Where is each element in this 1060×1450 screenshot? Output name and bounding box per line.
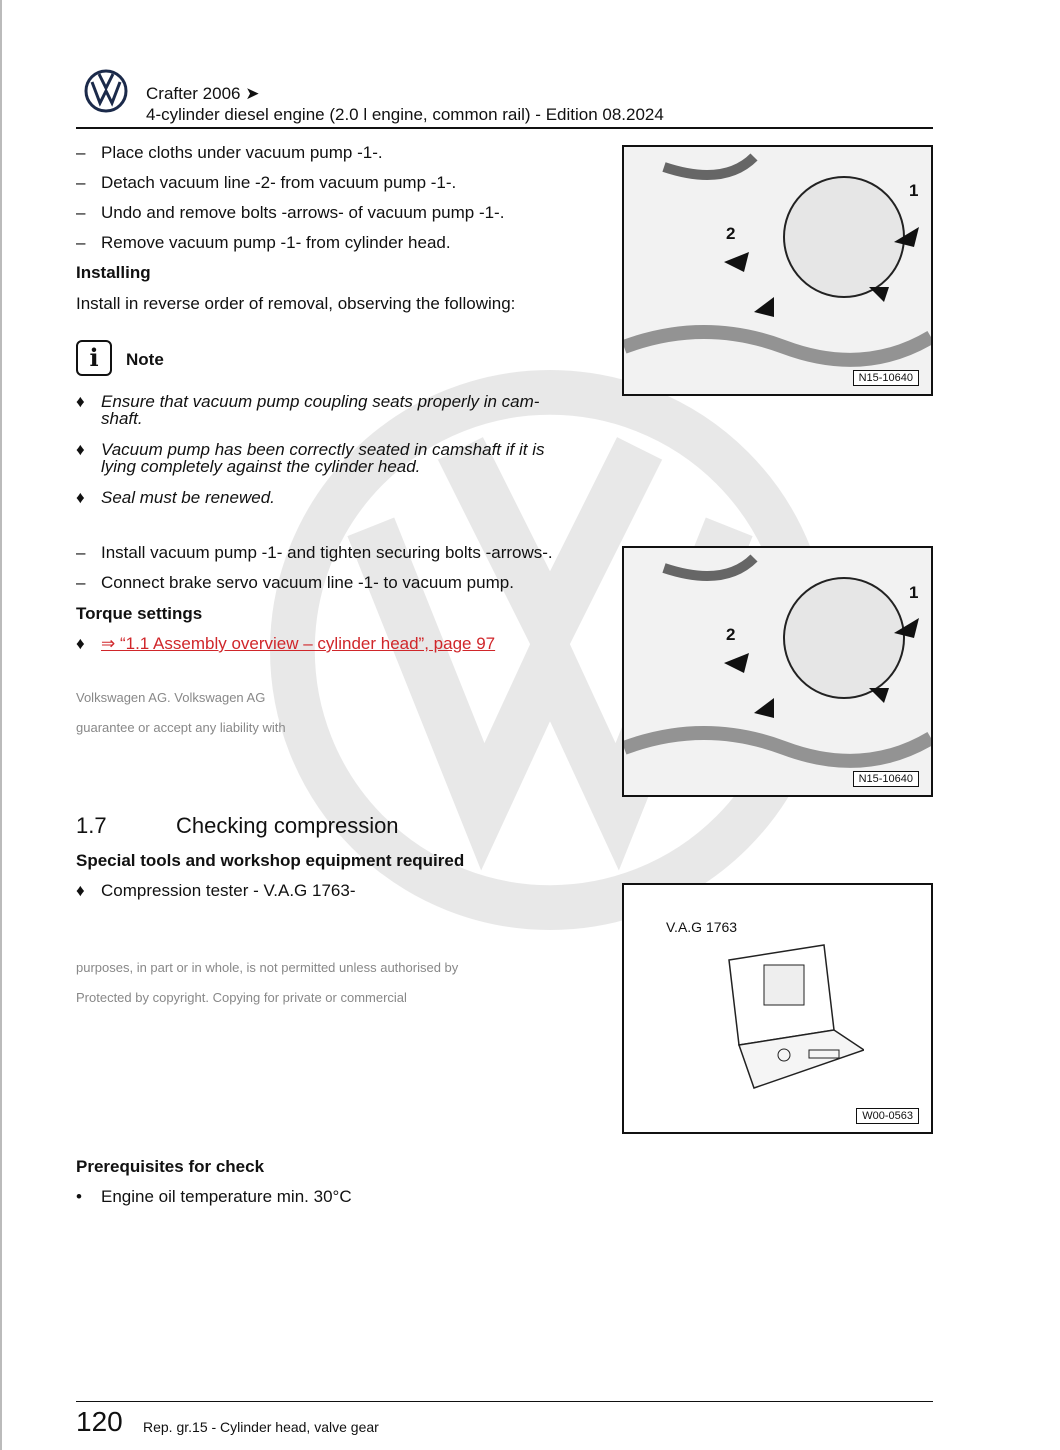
figure-code: W00-0563 <box>856 1108 919 1124</box>
vw-logo <box>84 69 128 113</box>
removal-step: – Undo and remove bolts -arrows- of vacuum pump -1-. <box>76 203 505 222</box>
page-number: 120 <box>76 1406 123 1437</box>
install-step: – Install vacuum pump -1- and tighten securing bolts -arrows-. <box>76 543 553 562</box>
section-title: Checking compression <box>176 813 399 838</box>
section-heading <box>76 813 399 839</box>
tester-case-drawing <box>714 940 864 1100</box>
removal-step: – Place cloths under vacuum pump -1-. <box>76 143 383 162</box>
callout-2: 2 <box>726 224 736 243</box>
footer-text: Rep. gr.15 - Cylinder head, valve gear <box>143 1419 379 1435</box>
torque-heading: Torque settings <box>76 604 203 623</box>
header-rule <box>76 127 933 129</box>
note-label: Note <box>126 350 164 369</box>
callout-1: 1 <box>909 181 919 200</box>
vacuum-pump-figure <box>622 145 933 396</box>
install-step: – Connect brake servo vacuum line -1- to vacuum pump. <box>76 573 514 592</box>
watermark-text-bottom: Protected by copyright. Copying for private or commercial <box>76 990 407 1005</box>
torque-item: ♦ ⇒ “1.1 Assembly overview – cylinder head”, page 97 <box>76 634 496 653</box>
tool-item: ♦ Compression tester - V.A.G 1763- <box>76 881 356 900</box>
removal-step: – Remove vacuum pump -1- from cylinder head. <box>76 233 451 252</box>
callout-1: 1 <box>909 583 919 602</box>
footer-rule <box>76 1401 933 1402</box>
installing-intro: Install in reverse order of removal, observing the following: <box>76 294 516 313</box>
engine-drawing <box>624 147 931 394</box>
assembly-overview-link[interactable]: ⇒ “1.1 Assembly overview – cylinder head”, page 97 <box>101 634 496 653</box>
watermark-text-right: guarantee or accept any liability with <box>76 720 286 735</box>
prereq-item: • Engine oil temperature min. 30°C <box>76 1187 352 1206</box>
vacuum-pump-figure <box>622 546 933 797</box>
section-number: 1.7 <box>76 813 107 838</box>
engine-drawing <box>624 548 931 795</box>
header-model: Crafter 2006 ➤ <box>146 84 260 103</box>
tools-heading: Special tools and workshop equipment required <box>76 851 465 870</box>
removal-step: – Detach vacuum line -2- from vacuum pump -1-. <box>76 173 457 192</box>
note-item: ♦ Seal must be renewed. <box>76 488 275 507</box>
prereq-heading: Prerequisites for check <box>76 1157 265 1176</box>
compression-tester-figure <box>622 883 933 1134</box>
note-item: ♦ Ensure that vacuum pump coupling seats properly in cam- shaft. <box>76 392 540 428</box>
installing-heading: Installing <box>76 263 151 282</box>
figure-caption: V.A.G 1763 <box>666 919 738 935</box>
figure-code: N15-10640 <box>853 370 919 386</box>
page-edge <box>0 0 2 1450</box>
watermark-text-top: Volkswagen AG. Volkswagen AG <box>76 690 266 705</box>
info-icon: i <box>76 340 112 376</box>
watermark-text-left: purposes, in part or in whole, is not permitted unless authorised by <box>76 960 459 975</box>
header-subtitle: 4-cylinder diesel engine (2.0 l engine, common rail) - Edition 08.2024 <box>146 105 664 124</box>
note-item: ♦ Vacuum pump has been correctly seated in camshaft if it is lying completely against the cylinder head. <box>76 440 545 476</box>
figure-code: N15-10640 <box>853 771 919 787</box>
callout-2: 2 <box>726 625 736 644</box>
